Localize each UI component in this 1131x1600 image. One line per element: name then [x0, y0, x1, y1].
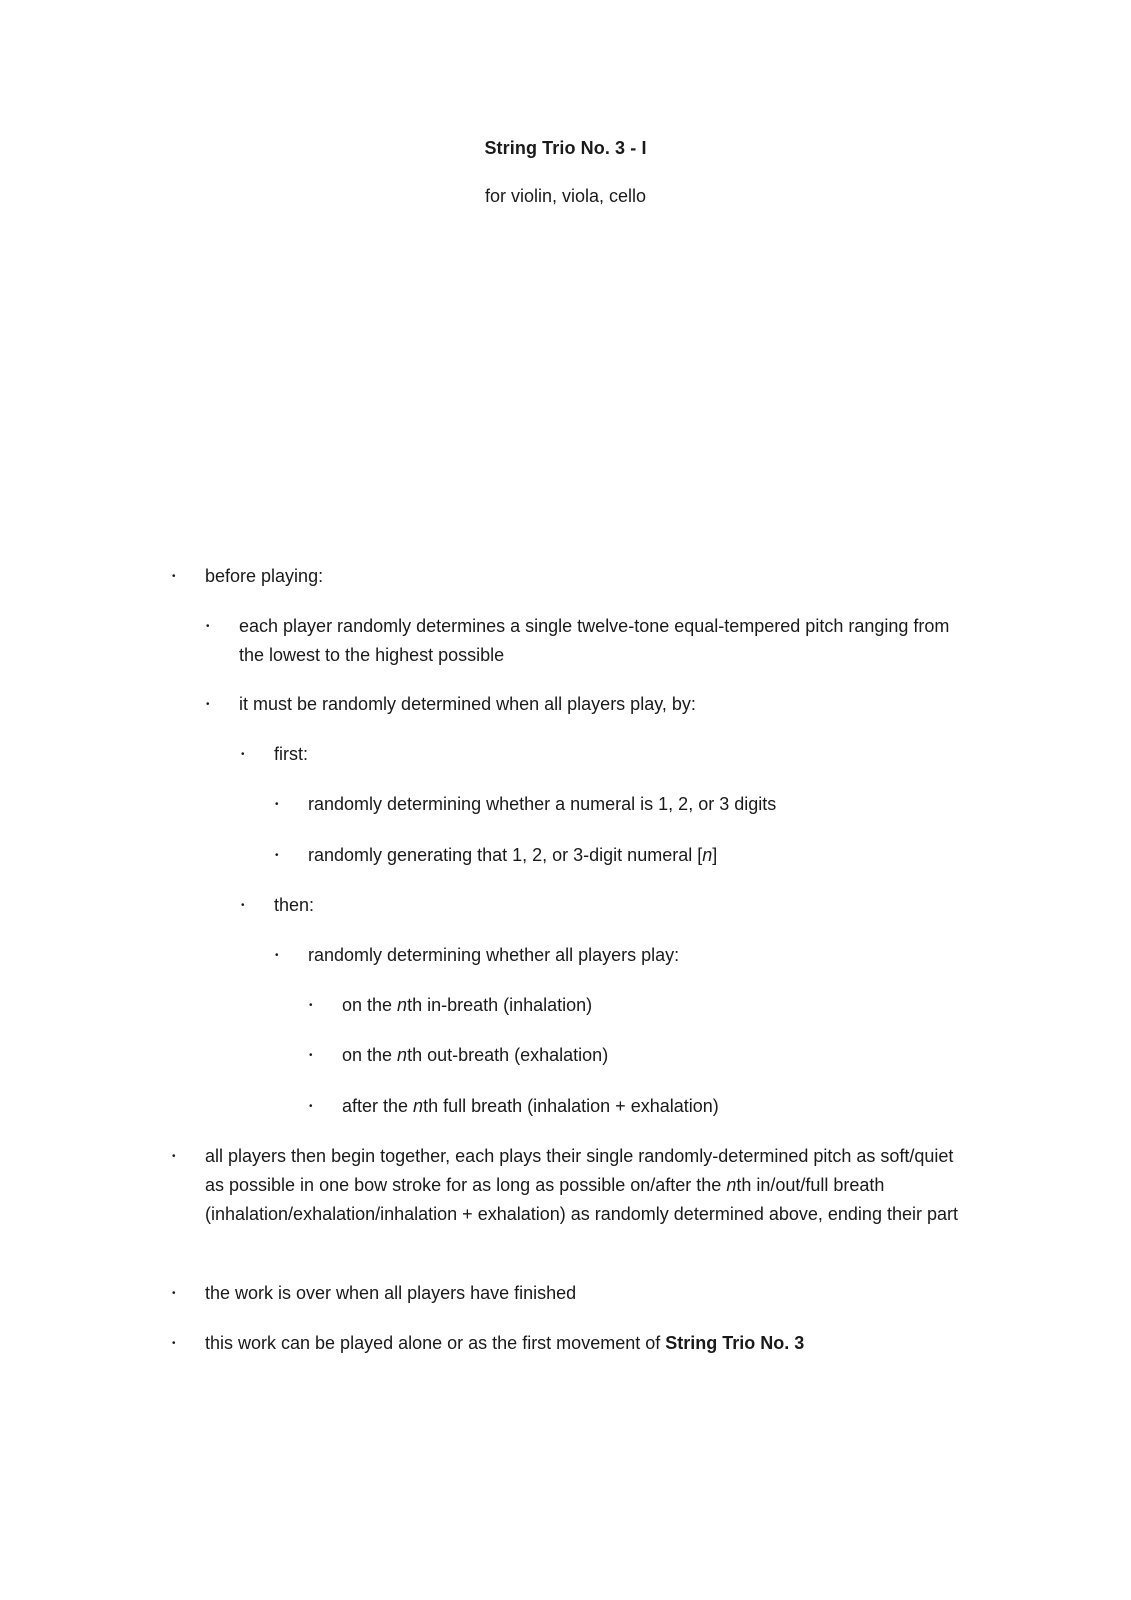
list-item-text — [342, 1041, 975, 1070]
bullet-icon: • — [275, 799, 279, 810]
list-item-begin — [172, 1142, 975, 1229]
text-segment: on the — [342, 995, 398, 1015]
list-item-text: the work is over when all players have finished — [205, 1283, 577, 1303]
list-item-text: first: — [274, 744, 308, 764]
list-item-when-play — [206, 690, 975, 719]
list-item-in-breath — [309, 991, 975, 1020]
list-item-before-playing — [172, 562, 975, 591]
bullet-icon: • — [241, 900, 245, 911]
bullet-icon: • — [172, 1288, 176, 1299]
list-item-text — [205, 1142, 975, 1229]
variable-n: n — [397, 995, 408, 1015]
text-segment: after the — [342, 1096, 414, 1116]
bullet-icon: • — [172, 571, 176, 582]
list-item-text: then: — [274, 895, 315, 915]
variable-n: n — [397, 1045, 408, 1065]
bullet-icon: • — [275, 850, 279, 861]
bullet-icon: • — [309, 1050, 313, 1061]
page-subtitle: for violin, viola, cello — [484, 186, 647, 206]
bullet-icon: • — [275, 950, 279, 961]
page-title: String Trio No. 3 - I — [484, 138, 647, 158]
list-item-digits — [275, 790, 975, 819]
bullet-icon: • — [206, 621, 210, 632]
bullet-icon: • — [309, 1000, 313, 1011]
text-segment: th full breath (inhalation + exhalation) — [423, 1096, 719, 1116]
list-item-first — [241, 740, 974, 769]
bullet-icon: • — [206, 699, 210, 710]
list-item-text — [205, 1329, 975, 1358]
work-title: String Trio No. 3 — [665, 1333, 805, 1353]
list-item-text — [308, 841, 975, 870]
list-item-whether-play — [275, 941, 975, 970]
variable-n: n — [413, 1096, 424, 1116]
list-item-full-breath — [309, 1092, 975, 1121]
bullet-icon: • — [309, 1101, 313, 1112]
list-item-movement — [172, 1329, 975, 1358]
list-item-pitch — [206, 612, 975, 670]
variable-n: n — [702, 845, 713, 865]
text-segment: th in/out/full breath (inhalation/exhalation/inhalation + exhalation) as randomly determined above, ending their part — [205, 1175, 958, 1224]
list-item-over — [172, 1279, 975, 1308]
bullet-icon: • — [172, 1338, 176, 1349]
list-item-out-breath — [309, 1041, 975, 1070]
text-segment: th in-breath (inhalation) — [407, 995, 593, 1015]
list-item-text: randomly determining whether a numeral is 1, 2, or 3 digits — [308, 794, 777, 814]
list-item-text: it must be randomly determined when all players play, by: — [239, 694, 696, 714]
list-item-text — [342, 991, 975, 1020]
list-item-text: randomly determining whether all players play: — [308, 945, 680, 965]
list-item-text: each player randomly determines a single twelve-tone equal-tempered pitch ranging from the lowest to the highest possible — [239, 616, 950, 665]
text-segment: ] — [712, 845, 718, 865]
variable-n: n — [726, 1175, 737, 1195]
bullet-icon: • — [241, 749, 245, 760]
list-item-numeral — [275, 841, 975, 870]
bullet-icon: • — [172, 1151, 176, 1162]
text-segment: this work can be played alone or as the first movement of — [205, 1333, 666, 1353]
list-item-text — [342, 1092, 975, 1121]
text-segment: all players then begin together, each plays their single randomly-determined pitch as soft/quiet as possible in one bow stroke for as long as possible on/after the — [205, 1146, 954, 1195]
text-segment: on the — [342, 1045, 398, 1065]
text-segment: th out-breath (exhalation) — [407, 1045, 609, 1065]
list-item-text: before playing: — [205, 566, 324, 586]
list-item-then — [241, 891, 974, 920]
text-segment: randomly generating that 1, 2, or 3-digit numeral [ — [308, 845, 703, 865]
